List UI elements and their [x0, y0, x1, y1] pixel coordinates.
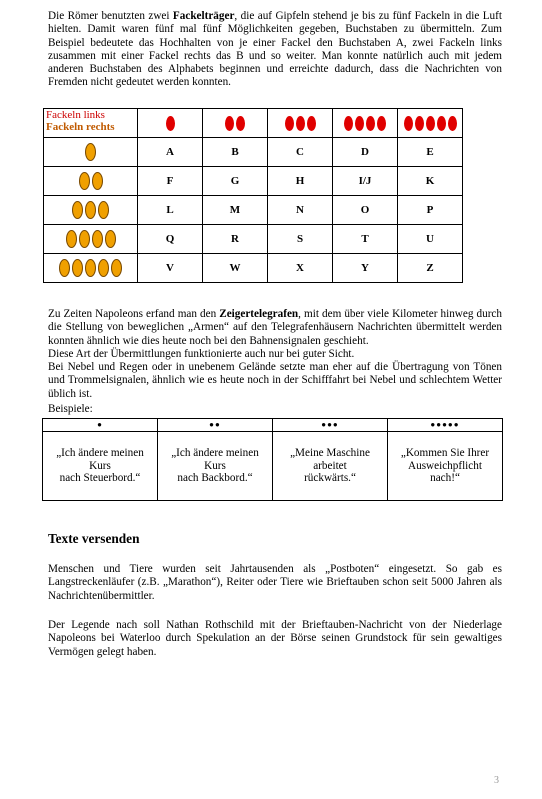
letter-cell: H	[268, 167, 333, 196]
corner-label-right: Fackeln rechts	[46, 121, 115, 133]
letter-cell: W	[203, 254, 268, 283]
red-torch-icon	[166, 116, 175, 131]
red-torch-icon	[344, 116, 353, 131]
orange-torch-icon	[79, 172, 90, 190]
signal-messages-row	[43, 432, 503, 501]
orange-torch-icon	[66, 230, 77, 248]
letter-cell: B	[203, 138, 268, 167]
torch-row-4	[44, 225, 463, 254]
letter-cell: D	[333, 138, 398, 167]
red-torch-icon	[285, 116, 294, 131]
torch-row-5	[44, 254, 463, 283]
letter-cell: P	[398, 196, 463, 225]
section-paragraph-1: Menschen und Tiere wurden seit Jahrtausenden als „Postboten“ eingesetzt. So gab es Langstreckenläufer (z.B. „Marathon“), Reiter oder Tiere wie Brieftauben schon seit 5000 Jahren als Nachrichtenübermittler.	[48, 563, 502, 602]
page-number: 3	[494, 775, 499, 786]
torch-row-2	[44, 167, 463, 196]
letter-cell: O	[333, 196, 398, 225]
red-torch-icon	[307, 116, 316, 131]
orange-torch-icon	[72, 201, 83, 219]
orange-torch-icon	[98, 201, 109, 219]
torch-row-1	[44, 138, 463, 167]
red-torch-icon	[448, 116, 457, 131]
red-torch-icon	[404, 116, 413, 131]
letter-cell: T	[333, 225, 398, 254]
header-torches-5	[398, 109, 463, 138]
letter-cell: L	[138, 196, 203, 225]
header-torches-1	[138, 109, 203, 138]
torch-corner-cell	[44, 109, 138, 138]
torch-header-row	[44, 109, 463, 138]
row-torches-2	[44, 167, 138, 196]
orange-torch-icon	[105, 230, 116, 248]
orange-torch-icon	[92, 172, 103, 190]
letter-cell: I/J	[333, 167, 398, 196]
letter-cell: U	[398, 225, 463, 254]
letter-cell: Q	[138, 225, 203, 254]
signal-message: „Kommen Sie Ihrer Ausweichpflicht nach!“	[388, 432, 503, 501]
letter-cell: K	[398, 167, 463, 196]
letter-cell: Z	[398, 254, 463, 283]
letter-cell: X	[268, 254, 333, 283]
letter-cell: R	[203, 225, 268, 254]
corner-label-left: Fackeln links	[46, 109, 105, 121]
red-torch-icon	[236, 116, 245, 131]
signal-examples-table	[42, 418, 503, 501]
signal-dots: ●●	[158, 419, 273, 432]
letter-cell: C	[268, 138, 333, 167]
red-torch-icon	[296, 116, 305, 131]
red-torch-icon	[355, 116, 364, 131]
red-torch-icon	[437, 116, 446, 131]
red-torch-icon	[377, 116, 386, 131]
row-torches-3	[44, 196, 138, 225]
napoleon-paragraph-3: Bei Nebel und Regen oder in unebenem Gelände setzte man eher auf die Übertragung von Tönen und Trommelsignalen, ähnlich wie es heute noch in der Schifffahrt bei Nebel und schlechtem Wetter üblich ist.	[48, 361, 502, 400]
orange-torch-icon	[85, 143, 96, 161]
red-torch-icon	[225, 116, 234, 131]
letter-cell: G	[203, 167, 268, 196]
orange-torch-icon	[111, 259, 122, 277]
letter-cell: S	[268, 225, 333, 254]
signal-message: „Meine Maschine arbeitet rückwärts.“	[273, 432, 388, 501]
orange-torch-icon	[98, 259, 109, 277]
row-torches-1	[44, 138, 138, 167]
letter-cell: V	[138, 254, 203, 283]
header-torches-3	[268, 109, 333, 138]
napoleon-paragraph-1: Zu Zeiten Napoleons erfand man den Zeigertelegrafen, mit dem über viele Kilometer hinweg durch die Stellung von beweglichen „Armen“ auf den Telegrafenhäusern Nachrichten übermittelt werden konnten ähnlich wie dies heute noch bei den Bahnensignalen geschieht.	[48, 308, 502, 347]
orange-torch-icon	[85, 201, 96, 219]
row-torches-5	[44, 254, 138, 283]
signal-dots: ●●●	[273, 419, 388, 432]
signal-dots: ●	[43, 419, 158, 432]
signal-message: „Ich ändere meinen Kurs nach Backbord.“	[158, 432, 273, 501]
letter-cell: Y	[333, 254, 398, 283]
section-heading: Texte versenden	[48, 531, 140, 546]
red-torch-icon	[415, 116, 424, 131]
red-torch-icon	[426, 116, 435, 131]
orange-torch-icon	[59, 259, 70, 277]
torch-row-3	[44, 196, 463, 225]
napoleon-paragraph-2: Diese Art der Übermittlungen funktionierte auch nur bei guter Sicht.	[48, 348, 355, 360]
signal-dots: ●●●●●	[388, 419, 503, 432]
signal-dots-row	[43, 419, 503, 432]
section-paragraph-2: Der Legende nach soll Nathan Rothschild mit der Brieftauben-Nachricht von der Niederlage Napoleons bei Waterloo durch Spekulation an der Börse seinen Grundstock für sein gewaltiges Vermögen gelegt haben.	[48, 619, 502, 658]
letter-cell: F	[138, 167, 203, 196]
orange-torch-icon	[92, 230, 103, 248]
intro-paragraph: Die Römer benutzten zwei Fackelträger, die auf Gipfeln stehend je bis zu fünf Fackeln in die Luft hielten. Damit waren fünf mal fünf Möglichkeiten gegeben, Buchstaben zu übermitteln. Zum Beispiel bedeutete das Hochhalten von je einer Fackel den Buchstaben A, zwei Fackeln links zusammen mit einer Fackel rechts das B und so weiter. Man konnte natürlich auch mit jedem anderen Buchstaben des Alphabets beginnen und erreichte dadurch, dass die Nachrichten von Fremden nicht gedeutet werden konnten.	[48, 10, 502, 89]
header-torches-4	[333, 109, 398, 138]
orange-torch-icon	[85, 259, 96, 277]
orange-torch-icon	[72, 259, 83, 277]
torch-table	[43, 108, 463, 283]
header-torches-2	[203, 109, 268, 138]
row-torches-4	[44, 225, 138, 254]
signal-message: „Ich ändere meinen Kurs nach Steuerbord.“	[43, 432, 158, 501]
letter-cell: M	[203, 196, 268, 225]
red-torch-icon	[366, 116, 375, 131]
orange-torch-icon	[79, 230, 90, 248]
letter-cell: E	[398, 138, 463, 167]
letter-cell: N	[268, 196, 333, 225]
examples-label: Beispiele:	[48, 403, 93, 415]
letter-cell: A	[138, 138, 203, 167]
